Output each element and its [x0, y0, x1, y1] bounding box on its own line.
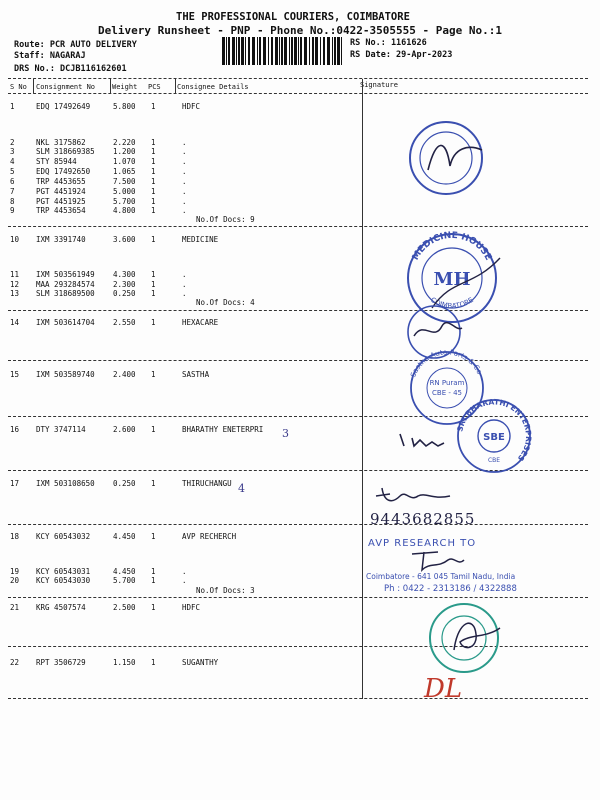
- row-consignee: .: [182, 270, 187, 279]
- row-consignment: PGT 4451924: [36, 187, 86, 196]
- row-pcs: 1: [151, 206, 156, 215]
- row-consignee: .: [182, 197, 187, 206]
- row-consignee: .: [182, 206, 187, 215]
- row-consignment: DTY 3747114: [36, 425, 86, 434]
- row-weight: 4.300: [113, 270, 136, 279]
- staff-label: Staff: NAGARAJ: [14, 51, 86, 61]
- row-consignee: BHARATHY ENETERPRI: [182, 425, 264, 434]
- barcode-bar: [232, 37, 235, 65]
- route-label: Route: PCR AUTO DELIVERY: [14, 40, 137, 50]
- barcode-bar: [222, 37, 225, 65]
- row-weight: 2.550: [113, 318, 136, 327]
- row-consignment: TRP 4453655: [36, 177, 86, 186]
- row-weight: 1.200: [113, 147, 136, 156]
- row-sno: 15: [10, 370, 20, 379]
- row-weight: 5.000: [113, 187, 136, 196]
- stamp-text: AVP RESEARCH TO: [368, 538, 477, 549]
- barcode-bar: [271, 37, 273, 65]
- barcode-bar: [304, 37, 307, 65]
- row-weight: 4.450: [113, 567, 136, 576]
- barcode-bar: [300, 37, 302, 65]
- barcode-bar: [241, 37, 244, 65]
- stamp-text: CBE: [487, 457, 501, 464]
- row-consignment: TRP 4453654: [36, 206, 86, 215]
- row-sno: 12: [10, 280, 20, 289]
- row-weight: 1.065: [113, 167, 136, 176]
- docs-count: No.Of Docs: 3: [196, 586, 255, 595]
- row-pcs: 1: [151, 147, 156, 156]
- row-weight: 5.800: [113, 102, 136, 111]
- signature-scribble-icon: [396, 428, 456, 452]
- row-consignment: RPT 3506729: [36, 658, 86, 667]
- row-weight: 0.250: [113, 479, 136, 488]
- row-sno: 18: [10, 532, 20, 541]
- row-pcs: 1: [151, 318, 156, 327]
- row-consignee: AVP RECHERCH: [182, 532, 237, 541]
- row-consignment: PGT 4451925: [36, 197, 86, 206]
- row-pcs: 1: [151, 479, 156, 488]
- row-pcs: 1: [151, 102, 156, 111]
- row-sno: 11: [10, 270, 20, 279]
- barcode-bar: [327, 37, 330, 65]
- row-pcs: 1: [151, 370, 156, 379]
- col-consignment: Consignment No: [36, 83, 96, 91]
- row-consignment: STY 85944: [36, 157, 77, 166]
- row-sno: 1: [10, 102, 15, 111]
- row-consignment: SLM 318689500: [36, 289, 95, 298]
- row-consignment: IXM 503614704: [36, 318, 95, 327]
- row-sno: 14: [10, 318, 20, 327]
- row-consignment: SLM 318669385: [36, 147, 95, 156]
- row-weight: 3.600: [113, 235, 136, 244]
- row-pcs: 1: [151, 567, 156, 576]
- row-consignee: .: [182, 576, 187, 585]
- svg-text:SRI BHARATHI ENTERPRISES: [455, 397, 533, 462]
- barcode-icon: [222, 37, 346, 65]
- signature-scribble-icon: [408, 546, 468, 576]
- barcode-bar: [332, 37, 333, 65]
- row-consignment: KCY 60543031: [36, 567, 91, 576]
- row-sno: 19: [10, 567, 20, 576]
- rs-number: RS No.: 1161626: [350, 38, 427, 48]
- row-sno: 13: [10, 289, 20, 298]
- row-consignment: MAA 293284574: [36, 280, 95, 289]
- row-consignee: .: [182, 280, 187, 289]
- stamp-text: SRI BHARATHI ENTERPRISES: [455, 397, 534, 463]
- row-weight: 2.600: [113, 425, 136, 434]
- row-pcs: 1: [151, 177, 156, 186]
- row-weight: 2.220: [113, 138, 136, 147]
- row-pcs: 1: [151, 197, 156, 206]
- row-consignment: EDQ 17492649: [36, 102, 91, 111]
- barcode-bar: [337, 37, 340, 65]
- col-pcs: PCS: [148, 83, 161, 91]
- barcode-bar: [294, 37, 297, 65]
- row-consignment: IXM 3391740: [36, 235, 86, 244]
- header-bottom-rule: [8, 93, 588, 94]
- row-sno: 4: [10, 157, 15, 166]
- table-bottom-rule: [8, 698, 588, 699]
- row-sno: 2: [10, 138, 15, 147]
- row-consignee: HDFC: [182, 102, 201, 111]
- col-divider: [175, 79, 176, 93]
- stamp-text: RN Puram: [429, 379, 465, 387]
- col-weight: Weight: [112, 83, 138, 91]
- barcode-bar: [252, 37, 255, 65]
- barcode-bar: [320, 37, 321, 65]
- barcode-bar: [257, 37, 258, 65]
- barcode-bar: [236, 37, 237, 65]
- barcode-bar: [259, 37, 261, 65]
- row-sno: 9: [10, 206, 15, 215]
- row-pcs: 1: [151, 603, 156, 612]
- row-weight: 2.300: [113, 280, 136, 289]
- row-weight: 2.400: [113, 370, 136, 379]
- barcode-bar: [275, 37, 278, 65]
- drs-number: DRS No.: DCJB116162601: [14, 64, 127, 74]
- barcode-bar: [228, 37, 230, 65]
- row-weight: 0.250: [113, 289, 136, 298]
- row-consignee: HEXACARE: [182, 318, 219, 327]
- barcode-bar: [263, 37, 266, 65]
- row-pcs: 1: [151, 425, 156, 434]
- hdfc-stamp-icon: [424, 598, 504, 678]
- row-pcs: 1: [151, 270, 156, 279]
- barcode-bar: [279, 37, 280, 65]
- barcode-bar: [238, 37, 240, 65]
- runsheet-title: Delivery Runsheet - PNP - Phone No.:0422-3505555 - Page No.:1: [98, 24, 502, 37]
- row-consignment: KCY 60543030: [36, 576, 91, 585]
- barcode-bar: [248, 37, 250, 65]
- barcode-bar: [315, 37, 318, 65]
- docs-count: No.Of Docs: 9: [196, 215, 255, 224]
- row-weight: 5.700: [113, 197, 136, 206]
- row-weight: 1.150: [113, 658, 136, 667]
- stamp-text: Sastha Auto Parts & Co: [409, 348, 484, 379]
- row-weight: 7.500: [113, 177, 136, 186]
- hdfc-stamp-icon: [406, 118, 486, 198]
- row-consignment: KCY 60543032: [36, 532, 91, 541]
- row-sno: 20: [10, 576, 20, 585]
- row-consignee: .: [182, 138, 187, 147]
- row-pcs: 1: [151, 235, 156, 244]
- svg-text:MEDICINE HOUSE: [411, 231, 493, 262]
- row-weight: 5.700: [113, 576, 136, 585]
- group-separator: [8, 226, 588, 227]
- col-divider: [110, 79, 111, 93]
- docs-count: No.Of Docs: 4: [196, 298, 255, 307]
- row-weight: 2.500: [113, 603, 136, 612]
- row-consignment: IXM 503108650: [36, 479, 95, 488]
- row-consignee: .: [182, 167, 187, 176]
- group-separator: [8, 360, 588, 361]
- barcode-bar: [298, 37, 299, 65]
- barcode-bar: [334, 37, 336, 65]
- row-consignee: .: [182, 187, 187, 196]
- row-consignee: SUGANTHY: [182, 658, 219, 667]
- row-sno: 3: [10, 147, 15, 156]
- signature-divider: [362, 79, 363, 699]
- row-consignment: IXM 503561949: [36, 270, 95, 279]
- row-consignee: .: [182, 177, 187, 186]
- row-pcs: 1: [151, 576, 156, 585]
- row-sno: 5: [10, 167, 15, 176]
- barcode-bar: [245, 37, 246, 65]
- stamp-text: COIMBATORE: [429, 295, 475, 311]
- row-pcs: 1: [151, 289, 156, 298]
- row-consignee: .: [182, 147, 187, 156]
- handwritten-note: 4: [238, 482, 245, 495]
- row-weight: 4.800: [113, 206, 136, 215]
- stamp-text: MEDICINE HOUSE: [410, 230, 494, 263]
- stamp-text: SBE: [483, 432, 505, 443]
- sri-bharathi-stamp-icon: [454, 396, 534, 476]
- handwritten-note: 3: [282, 427, 289, 440]
- row-pcs: 1: [151, 280, 156, 289]
- company-title: THE PROFESSIONAL COURIERS, COIMBATORE: [176, 11, 410, 23]
- row-consignment: KRG 4507574: [36, 603, 86, 612]
- col-sno: S No: [10, 83, 27, 91]
- row-consignment: EDQ 17492650: [36, 167, 91, 176]
- stamp-logo: MH: [433, 269, 471, 290]
- svg-text:Sastha Auto Parts & Co: [409, 348, 483, 378]
- row-weight: 4.450: [113, 532, 136, 541]
- handwritten-phone: 9443682855: [370, 510, 476, 528]
- header-top-rule: [8, 78, 588, 79]
- group-separator: [8, 524, 588, 525]
- row-consignment: NKL 3175862: [36, 138, 86, 147]
- col-consignee: Consignee Details: [177, 83, 249, 91]
- row-sno: 21: [10, 603, 20, 612]
- row-consignee: THIRUCHANGU: [182, 479, 232, 488]
- signature-scribble-icon: [370, 482, 460, 512]
- row-sno: 17: [10, 479, 20, 488]
- rs-date: RS Date: 29-Apr-2023: [350, 50, 453, 60]
- row-consignee: .: [182, 289, 187, 298]
- row-consignee: .: [182, 567, 187, 576]
- row-pcs: 1: [151, 532, 156, 541]
- row-pcs: 1: [151, 187, 156, 196]
- stamp-text: Ph : 0422 - 2313186 / 4322888: [384, 584, 517, 594]
- barcode-bar: [268, 37, 269, 65]
- row-sno: 6: [10, 177, 15, 186]
- row-consignment: IXM 503589740: [36, 370, 95, 379]
- row-sno: 8: [10, 197, 15, 206]
- row-consignee: MEDICINE: [182, 235, 219, 244]
- row-pcs: 1: [151, 658, 156, 667]
- row-sno: 10: [10, 235, 20, 244]
- barcode-bar: [323, 37, 325, 65]
- barcode-bar: [226, 37, 227, 65]
- barcode-bar: [309, 37, 310, 65]
- row-consignee: SASTHA: [182, 370, 210, 379]
- row-sno: 22: [10, 658, 20, 667]
- row-sno: 7: [10, 187, 15, 196]
- col-divider: [33, 79, 34, 93]
- col-signature: Signature: [360, 81, 398, 89]
- barcode-bar: [284, 37, 287, 65]
- barcode-bar: [281, 37, 283, 65]
- row-consignee: HDFC: [182, 603, 201, 612]
- barcode-bar: [341, 37, 342, 65]
- handwritten-initials: DL: [424, 674, 463, 704]
- row-weight: 1.070: [113, 157, 136, 166]
- stamp-text: Coimbatore - 641 045 Tamil Nadu, India: [366, 572, 516, 581]
- row-pcs: 1: [151, 157, 156, 166]
- row-pcs: 1: [151, 138, 156, 147]
- barcode-bar: [289, 37, 290, 65]
- barcode-bar: [291, 37, 293, 65]
- row-consignee: .: [182, 157, 187, 166]
- row-sno: 16: [10, 425, 20, 434]
- barcode-bar: [312, 37, 314, 65]
- stamp-text: CBE - 45: [432, 389, 462, 397]
- row-pcs: 1: [151, 167, 156, 176]
